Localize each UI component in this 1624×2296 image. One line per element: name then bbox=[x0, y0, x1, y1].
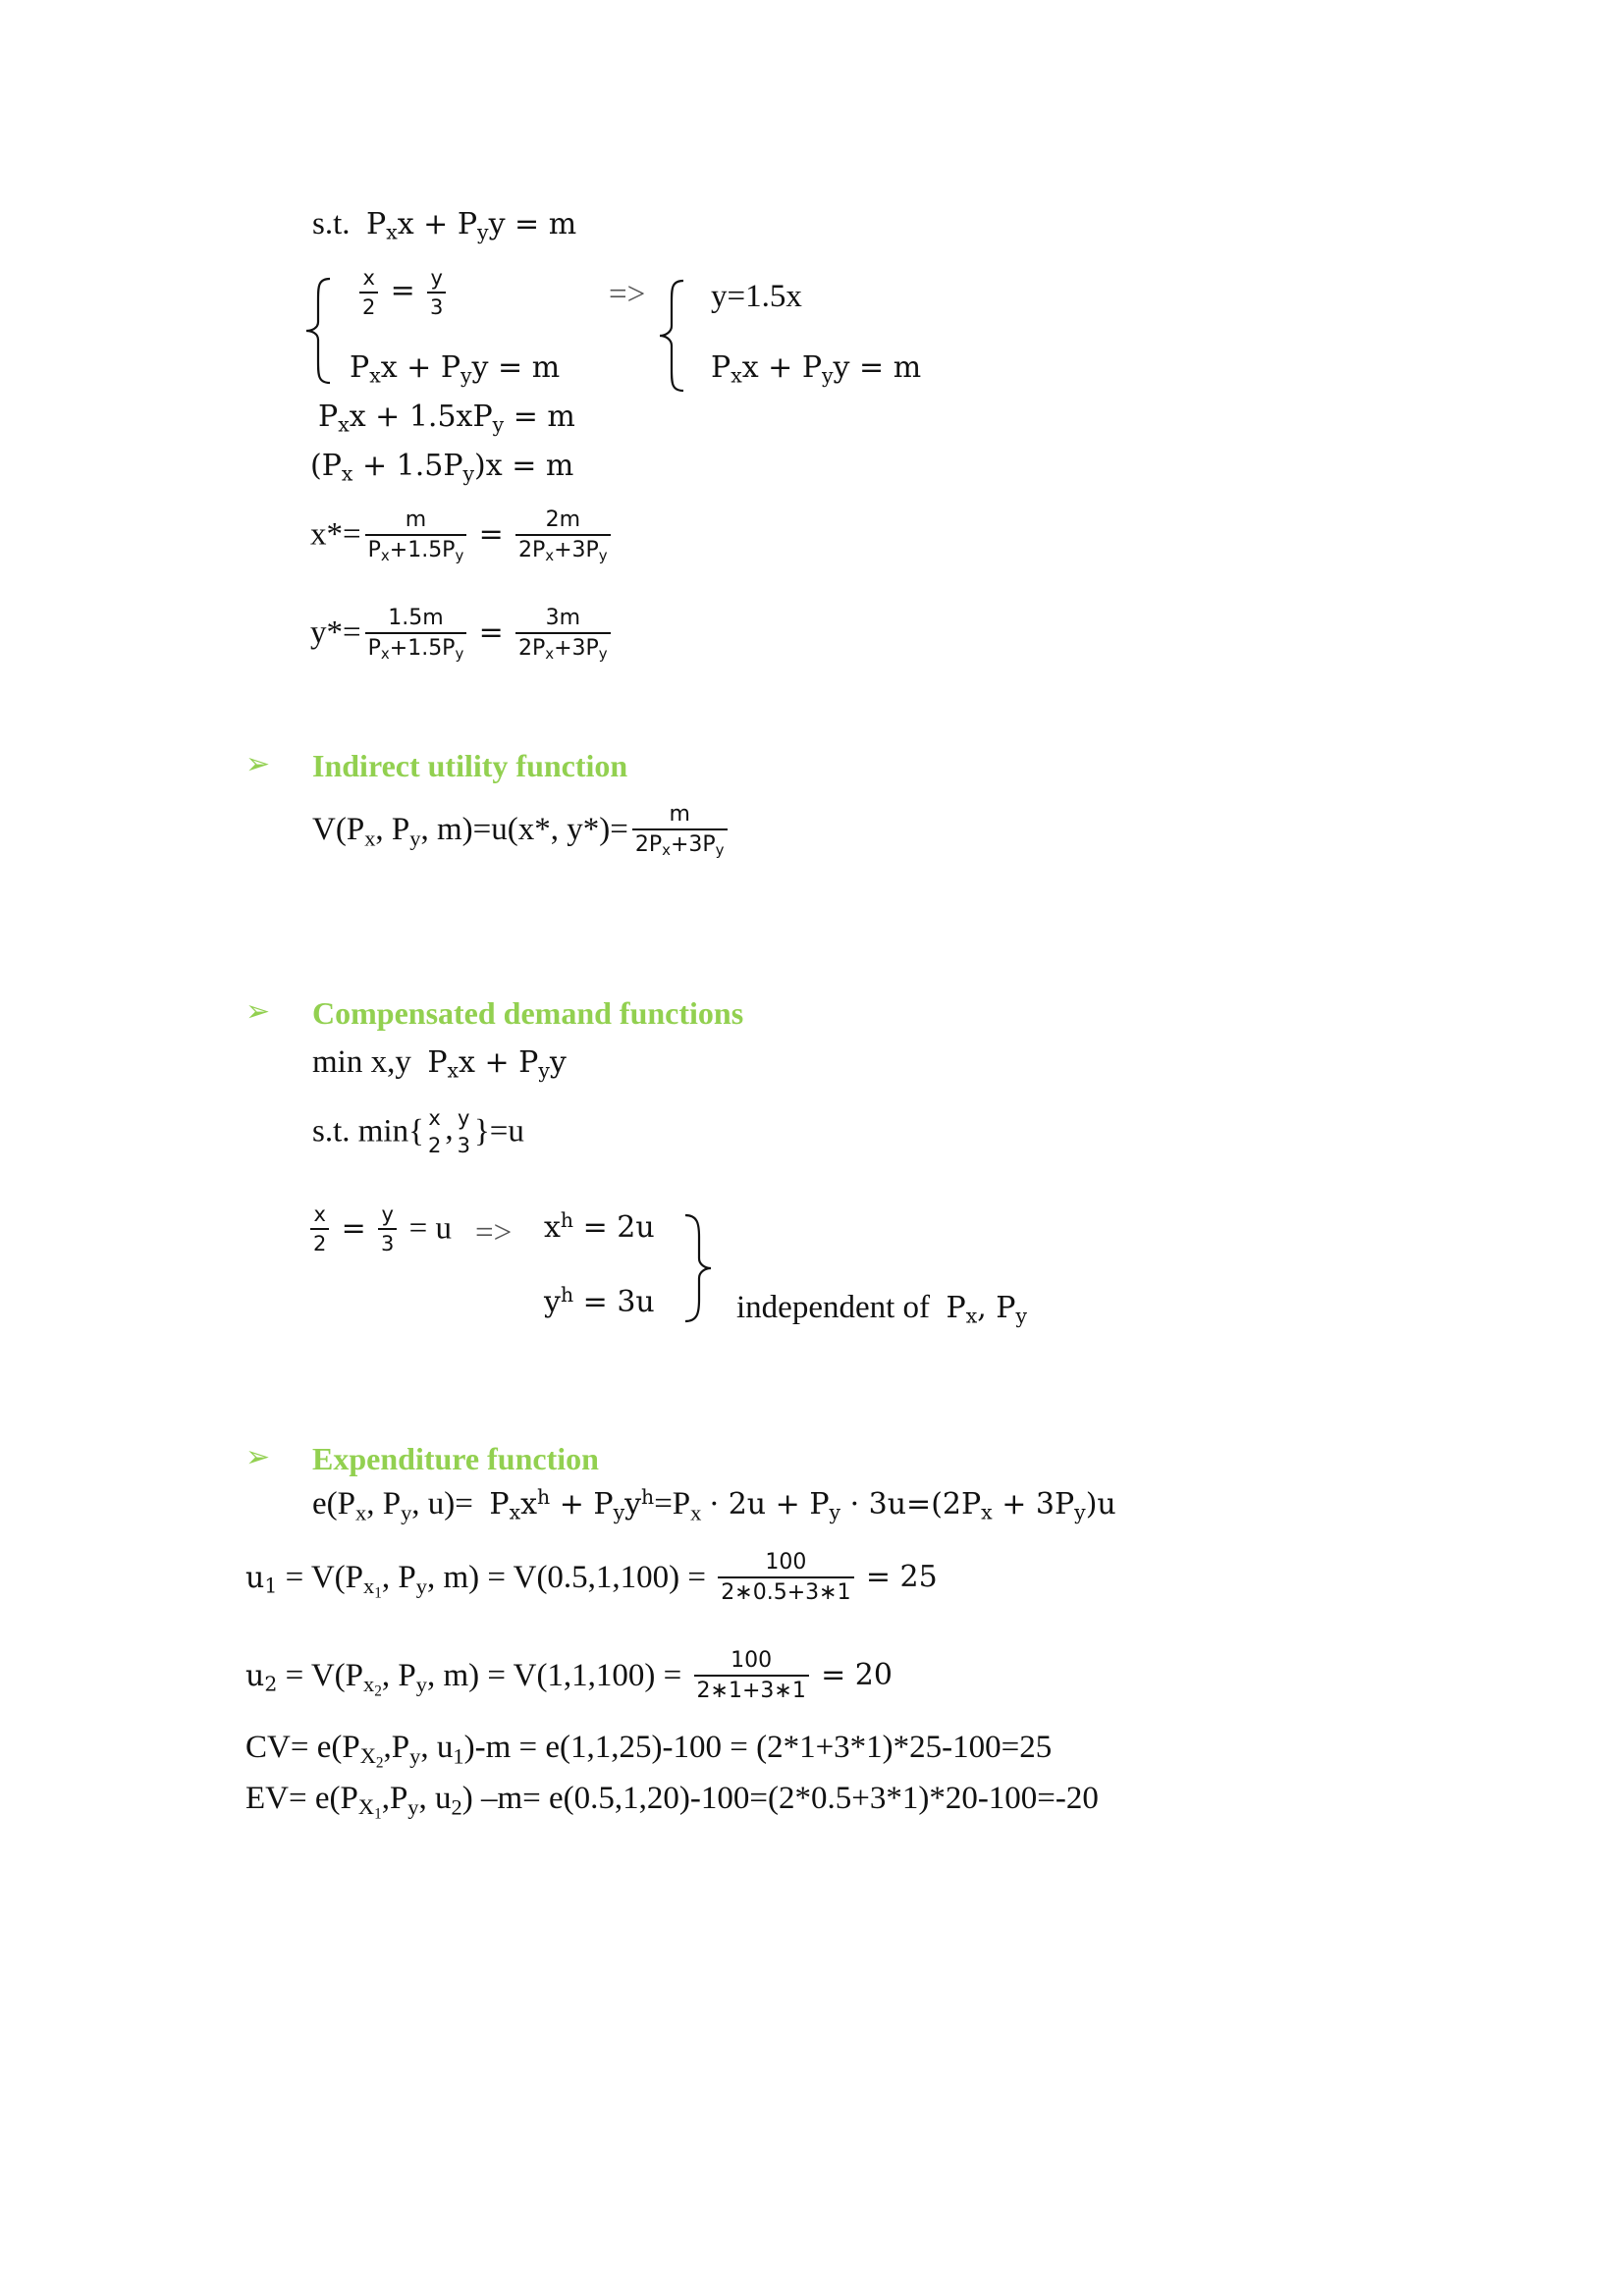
bullet-arrow-icon: ➢ bbox=[245, 994, 271, 1029]
constraint-line: s.t. $P_xx + P_yy = m$ bbox=[312, 206, 577, 244]
compensated-constraint: s.t. min{ x 2 , y 3 }=u bbox=[312, 1106, 524, 1158]
left-brace bbox=[304, 277, 334, 385]
u1-calculation: $u_1 = V(P_{x_1}$, $P_y$, m) = V(0.5,1,100) = $\frac{100}{2∗0.5+3∗1}$ = 25 bbox=[245, 1550, 938, 1606]
expenditure-heading: Expenditure function bbox=[312, 1441, 599, 1476]
compensating-variation: $CV= e(P_{X_2},P_y$, $u_1)-m = e(1,1,25)-100 = (2*1+3*1)*25-100=25$ bbox=[245, 1730, 1053, 1772]
hicksian-y: $y^h = 3u$ bbox=[544, 1282, 655, 1319]
left-system-eq1: $\frac{x}{2}$ = $\frac{y}{3}$ bbox=[355, 267, 450, 318]
bullet-arrow-icon: ➢ bbox=[245, 1440, 271, 1474]
right-system-eq1: y=1.5x bbox=[711, 279, 802, 314]
derivation-line-1: $P_xx + 1.5xP_y = m$ bbox=[318, 400, 575, 437]
right-brace bbox=[658, 279, 687, 393]
bullet-arrow-icon: ➢ bbox=[245, 747, 271, 781]
compensated-objective: min x,y $P_xx + P_yy$ bbox=[312, 1044, 567, 1083]
independent-note: independent of $P_x$, $P_y$ bbox=[736, 1290, 1028, 1328]
implies-arrow: => bbox=[609, 277, 646, 312]
compensated-demand-heading: Compensated demand functions bbox=[312, 995, 744, 1031]
expenditure-formula: $e(P_x$, $P_y$, $u)= P_xx^h + P_yy^h=P_x \cdot 2u + P_y \cdot 3u=(2P_x + 3P_y)u$ bbox=[312, 1484, 1116, 1525]
hicksian-x: $x^h = 2u$ bbox=[544, 1207, 655, 1245]
indirect-utility-heading: Indirect utility function bbox=[312, 748, 628, 783]
budget-equation: $P_xx + P_yy = m$ bbox=[366, 207, 577, 244]
indirect-utility-formula: $V(P_x$, $P_y$, m)=u(x*, y*)= $\frac{m}{2P_x+3P_y}$ bbox=[312, 803, 731, 856]
left-system-eq2: $P_xx + P_yy = m$ bbox=[350, 350, 561, 388]
equivalent-variation: $EV= e(P_{X_1},P_y$, $u_2$) –m= e(0.5,1,20)-100=(2*0.5+3*1)*20-100=-20 bbox=[245, 1781, 1099, 1823]
right-system-eq2: $P_xx + P_yy = m$ bbox=[711, 350, 922, 388]
compensated-implies: => bbox=[475, 1215, 513, 1251]
u2-calculation: $u_2 = V(P_{x_2}$, $P_y$, m) = V(1,1,100) = $\frac{100}{2∗1+3∗1}$ = 20 bbox=[245, 1648, 893, 1704]
compensated-equality: $\frac{x}{2}$ = $\frac{y}{3}$ = u bbox=[306, 1203, 452, 1255]
xstar-line: x*= $\frac{m}{P_x+1.5P_y}$ = $\frac{2m}{2P_x+3P_y}$ bbox=[310, 508, 615, 561]
ystar-line: y*= $\frac{1.5m}{P_x+1.5P_y}$ = $\frac{3m}{2P_x+3P_y}$ bbox=[310, 607, 615, 660]
right-curly-brace bbox=[681, 1213, 715, 1323]
derivation-line-2: $(P_x + 1.5P_y)x = m$ bbox=[310, 449, 574, 486]
